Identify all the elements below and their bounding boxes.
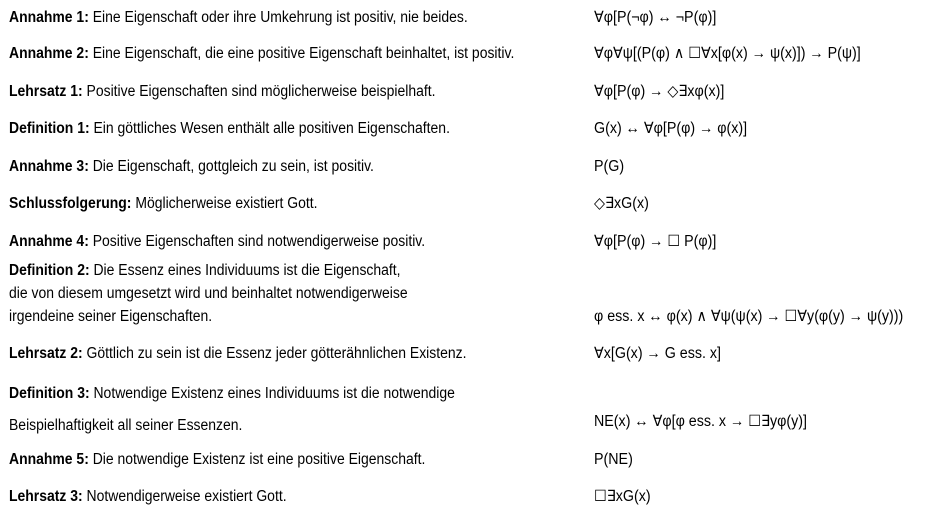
statement-definition-3 xyxy=(9,378,455,442)
formula-lehrsatz-2: ∀x[G(x) → G ess. x] xyxy=(594,345,722,362)
line-2: die von diesem umgesetzt wird und beinhaltet notwendigerweise xyxy=(9,285,408,302)
formula-annahme-1: ∀φ[P(¬φ) ↔ ¬P(φ)] xyxy=(594,9,717,26)
text: Positive Eigenschaften sind möglicherweise beispielhaft. xyxy=(82,83,436,100)
label: Annahme 5: xyxy=(9,451,89,468)
label: Annahme 4: xyxy=(9,233,89,250)
formula-definition-2: φ ess. x ↔ φ(x) ∧ ∀ψ(ψ(x) → ☐∀y(φ(y) → ψ(y))) xyxy=(594,308,904,325)
formula-lehrsatz-3: ☐∃xG(x) xyxy=(594,488,651,505)
formula-lehrsatz-1: ∀φ[P(φ) → ◇∃xφ(x)] xyxy=(594,83,725,100)
statement-definition-2 xyxy=(9,259,408,328)
label: Lehrsatz 1: xyxy=(9,83,83,100)
formula-annahme-2: ∀φ∀ψ[(P(φ) ∧ ☐∀x[φ(x) → ψ(x)]) → P(ψ)] xyxy=(594,45,861,62)
formula-definition-3: NE(x) ↔ ∀φ[φ ess. x → ☐∃yφ(y)] xyxy=(594,413,807,430)
text: Notwendige Existenz eines Individuums ist die notwendige xyxy=(89,385,455,402)
formula-annahme-4: ∀φ[P(φ) → ☐ P(φ)] xyxy=(594,233,717,250)
statement-annahme-4 xyxy=(9,230,425,254)
label: Definition 2: xyxy=(9,262,90,279)
text: Notwendigerweise existiert Gott. xyxy=(82,488,287,505)
statement-annahme-2 xyxy=(9,42,514,66)
label: Schlussfolgerung: xyxy=(9,195,132,212)
statement-lehrsatz-3 xyxy=(9,485,287,509)
label: Definition 1: xyxy=(9,120,90,137)
text: Die Essenz eines Individuums ist die Eigenschaft, xyxy=(89,262,401,279)
statement-annahme-3 xyxy=(9,155,374,179)
statement-lehrsatz-1 xyxy=(9,80,435,104)
label: Lehrsatz 2: xyxy=(9,345,83,362)
text: Ein göttliches Wesen enthält alle positiven Eigenschaften. xyxy=(89,120,450,137)
text: Die notwendige Existenz ist eine positive Eigenschaft. xyxy=(88,451,426,468)
text: Eine Eigenschaft oder ihre Umkehrung ist positiv, nie beides. xyxy=(88,9,468,26)
label: Definition 3: xyxy=(9,385,90,402)
statement-annahme-1 xyxy=(9,6,468,30)
text: Möglicherweise existiert Gott. xyxy=(131,195,318,212)
statement-annahme-5 xyxy=(9,448,425,472)
label: Annahme 3: xyxy=(9,158,89,175)
statement-definition-1 xyxy=(9,117,450,141)
statement-lehrsatz-2 xyxy=(9,342,466,366)
formula-schlussfolgerung: ◇∃xG(x) xyxy=(594,195,649,212)
text: Göttlich zu sein ist die Essenz jeder götterähnlichen Existenz. xyxy=(82,345,467,362)
label: Lehrsatz 3: xyxy=(9,488,83,505)
text: Positive Eigenschaften sind notwendigerweise positiv. xyxy=(88,233,426,250)
label: Annahme 2: xyxy=(9,45,89,62)
text: Die Eigenschaft, gottgleich zu sein, ist positiv. xyxy=(88,158,374,175)
formula-annahme-5: P(NE) xyxy=(594,451,633,468)
formula-annahme-3: P(G) xyxy=(594,158,625,175)
text: Eine Eigenschaft, die eine positive Eigenschaft beinhaltet, ist positiv. xyxy=(88,45,515,62)
line-1 xyxy=(9,259,408,282)
line-2: Beispielhaftigkeit all seiner Essenzen. xyxy=(9,417,243,434)
line-3: irgendeine seiner Eigenschaften. xyxy=(9,308,213,325)
line-1 xyxy=(9,378,455,410)
formula-definition-1: G(x) ↔ ∀φ[P(φ) → φ(x)] xyxy=(594,120,748,137)
label: Annahme 1: xyxy=(9,9,89,26)
statement-schlussfolgerung xyxy=(9,192,318,216)
